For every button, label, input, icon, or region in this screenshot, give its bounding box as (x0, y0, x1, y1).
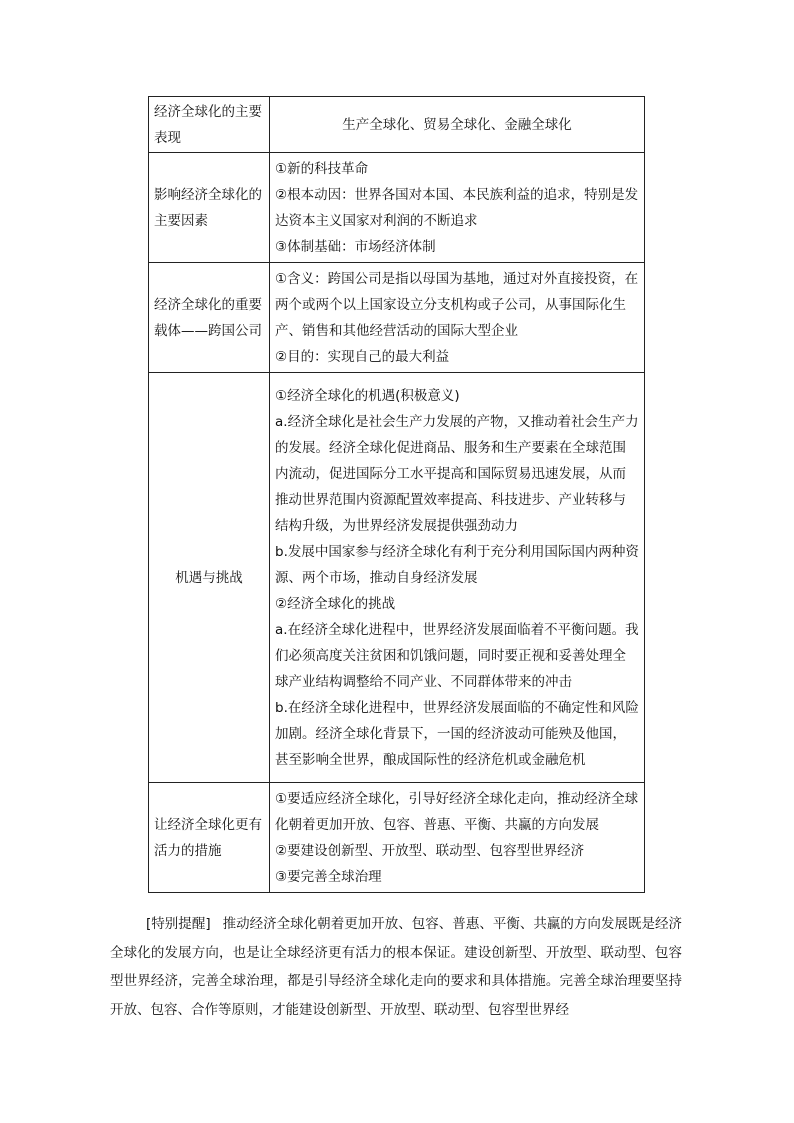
content-line: b.发展中国家参与经济全球化有利于充分利用国际国内两种资源、两个市场，推动自身经济发展 (275, 543, 639, 586)
content-line: ①新的科技革命 (275, 160, 369, 177)
content-line: ①要适应经济全球化，引导好经济全球化走向，推动经济全球化朝着更加开放、包容、普惠、平衡、共赢的方向发展 (275, 790, 639, 833)
content-line: a.在经济全球化进程中，世界经济发展面临着不平衡问题。我们必须高度关注贫困和饥饿问题，同时要正视和妥善处理全球产业结构调整给不同产业、不同群体带来的冲击 (275, 621, 639, 690)
content-line: ①含义：跨国公司是指以母国为基地，通过对外直接投资，在两个或两个以上国家设立分支机构或子公司，从事国际化生产、销售和其他经营活动的国际大型企业 (275, 270, 639, 339)
content-line: b.在经济全球化进程中，世界经济发展面临的不确定性和风险加剧。经济全球化背景下，一国的经济波动可能殃及他国，甚至影响全世界，酿成国际性的经济危机或金融危机 (275, 699, 639, 768)
summary-table (148, 96, 645, 893)
row-head: 影响经济全球化的主要因素 (149, 153, 270, 263)
row-content (270, 153, 645, 263)
row-head: 机遇与挑战 (149, 373, 270, 783)
table-row (149, 783, 645, 893)
content-line: 生产全球化、贸易全球化、金融全球化 (342, 116, 572, 133)
special-reminder-paragraph (110, 910, 682, 1024)
row-head: 经济全球化的重要载体——跨国公司 (149, 263, 270, 373)
row-head: 让经济全球化更有活力的措施 (149, 783, 270, 893)
content-line: ③要完善全球治理 (275, 868, 382, 885)
content-line: ②根本动因：世界各国对本国、本民族利益的追求，特别是发达资本主义国家对利润的不断追求 (275, 186, 639, 229)
special-reminder-label: [特别提醒] (146, 916, 211, 932)
special-reminder-text: 推动经济全球化朝着更加开放、包容、普惠、平衡、共赢的方向发展既是经济全球化的发展方向，也是让全球经济更有活力的根本保证。建设创新型、开放型、联动型、包容型世界经济，完善全球治理，都是引导经济全球化走向的要求和具体措施。完善全球治理要坚持开放、包容、合作等原则，才能建设创新型、开放型、联动型、包容型世界经 (110, 916, 682, 1018)
table-row (149, 373, 645, 783)
table-row (149, 97, 645, 153)
row-content (270, 783, 645, 893)
content-line: a.经济全球化是社会生产力发展的产物，又推动着社会生产力的发展。经济全球化促进商品、服务和生产要素在全球范围内流动，促进国际分工水平提高和国际贸易迅速发展，从而推动世界范围内资源配置效率提高、科技进步、产业转移与结构升级，为世界经济发展提供强劲动力 (275, 413, 639, 534)
content-line: ①经济全球化的机遇(积极意义) (275, 387, 460, 404)
row-content (270, 263, 645, 373)
content-line: ②经济全球化的挑战 (275, 595, 396, 612)
content-line: ②目的：实现自己的最大利益 (275, 348, 450, 365)
row-content (270, 373, 645, 783)
table-row (149, 153, 645, 263)
content-line: ②要建设创新型、开放型、联动型、包容型世界经济 (275, 842, 585, 859)
row-content (270, 97, 645, 153)
content-line: ③体制基础：市场经济体制 (275, 238, 436, 255)
table-row (149, 263, 645, 373)
row-head: 经济全球化的主要表现 (149, 97, 270, 153)
